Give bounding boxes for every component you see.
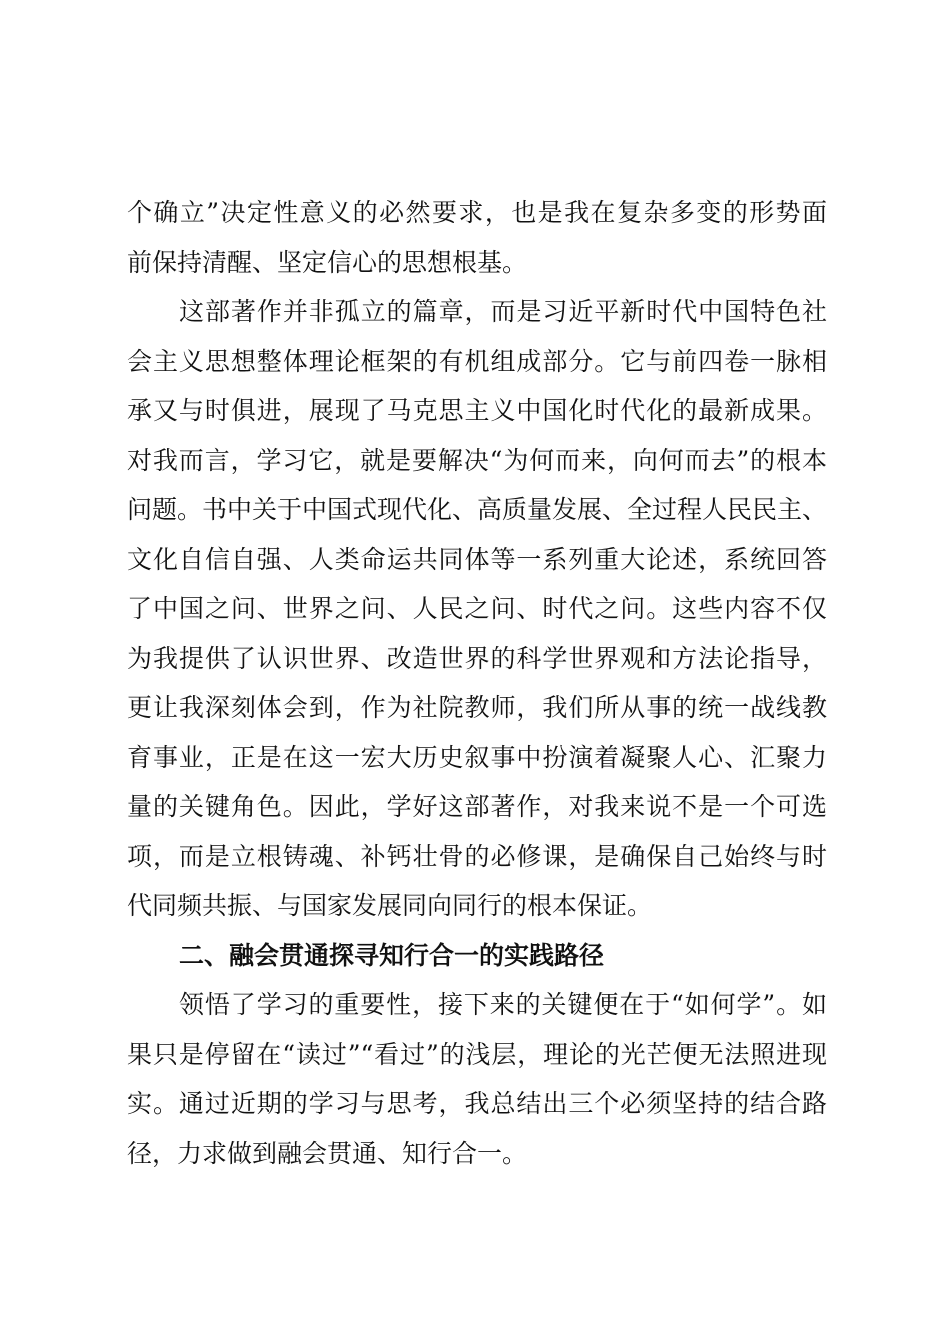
paragraph-line: 代同频共振、与国家发展同向同行的根本保证。 bbox=[127, 891, 653, 920]
paragraph-line: 为我提供了认识世界、改造世界的科学世界观和方法论指导， bbox=[127, 643, 827, 673]
paragraph-line: 项，而是立根铸魂、补钙壮骨的必修课，是确保自己始终与时 bbox=[127, 841, 827, 871]
paragraph-line: 文化自信自强、人类命运共同体等一系列重大论述，系统回答 bbox=[127, 544, 827, 574]
paragraph-line: 领悟了学习的重要性，接下来的关键便在于“如何学”。如 bbox=[179, 990, 827, 1019]
paragraph-line: 更让我深刻体会到，作为社院教师，我们所从事的统一战线教 bbox=[127, 693, 827, 722]
paragraph-3 bbox=[127, 980, 827, 1178]
document-body bbox=[127, 188, 827, 1178]
paragraph-line: 了中国之问、世界之问、人民之问、时代之问。这些内容不仅 bbox=[127, 594, 827, 623]
paragraph-line: 育事业，正是在这一宏大历史叙事中扮演着凝聚人心、汇聚力 bbox=[127, 742, 827, 772]
paragraph-line: 个确立”决定性意义的必然要求，也是我在复杂多变的形势面 bbox=[127, 198, 827, 227]
paragraph-line: 问题。书中关于中国式现代化、高质量发展、全过程人民民主、 bbox=[127, 495, 828, 524]
paragraph-line: 承又与时俱进，展现了马克思主义中国化时代化的最新成果。 bbox=[127, 396, 827, 425]
paragraph-line: 对我而言，学习它，就是要解决“为何而来，向何而去”的根本 bbox=[127, 445, 827, 475]
section-heading: 二、融会贯通探寻知行合一的实践路径 bbox=[179, 940, 605, 970]
paragraph-line: 量的关键角色。因此，学好这部著作，对我来说不是一个可选 bbox=[127, 792, 827, 821]
paragraph-2 bbox=[127, 287, 827, 931]
paragraph-line: 会主义思想整体理论框架的有机组成部分。它与前四卷一脉相 bbox=[127, 346, 827, 376]
paragraph-line: 果只是停留在“读过”“看过”的浅层，理论的光芒便无法照进现 bbox=[127, 1039, 827, 1069]
paragraph-line: 这部著作并非孤立的篇章，而是习近平新时代中国特色社 bbox=[179, 297, 827, 326]
paragraph-continuation bbox=[127, 188, 827, 287]
paragraph-line: 前保持清醒、坚定信心的思想根基。 bbox=[127, 247, 528, 277]
paragraph-line: 径，力求做到融会贯通、知行合一。 bbox=[127, 1138, 528, 1168]
paragraph-line: 实。通过近期的学习与思考，我总结出三个必须坚持的结合路 bbox=[127, 1089, 827, 1118]
